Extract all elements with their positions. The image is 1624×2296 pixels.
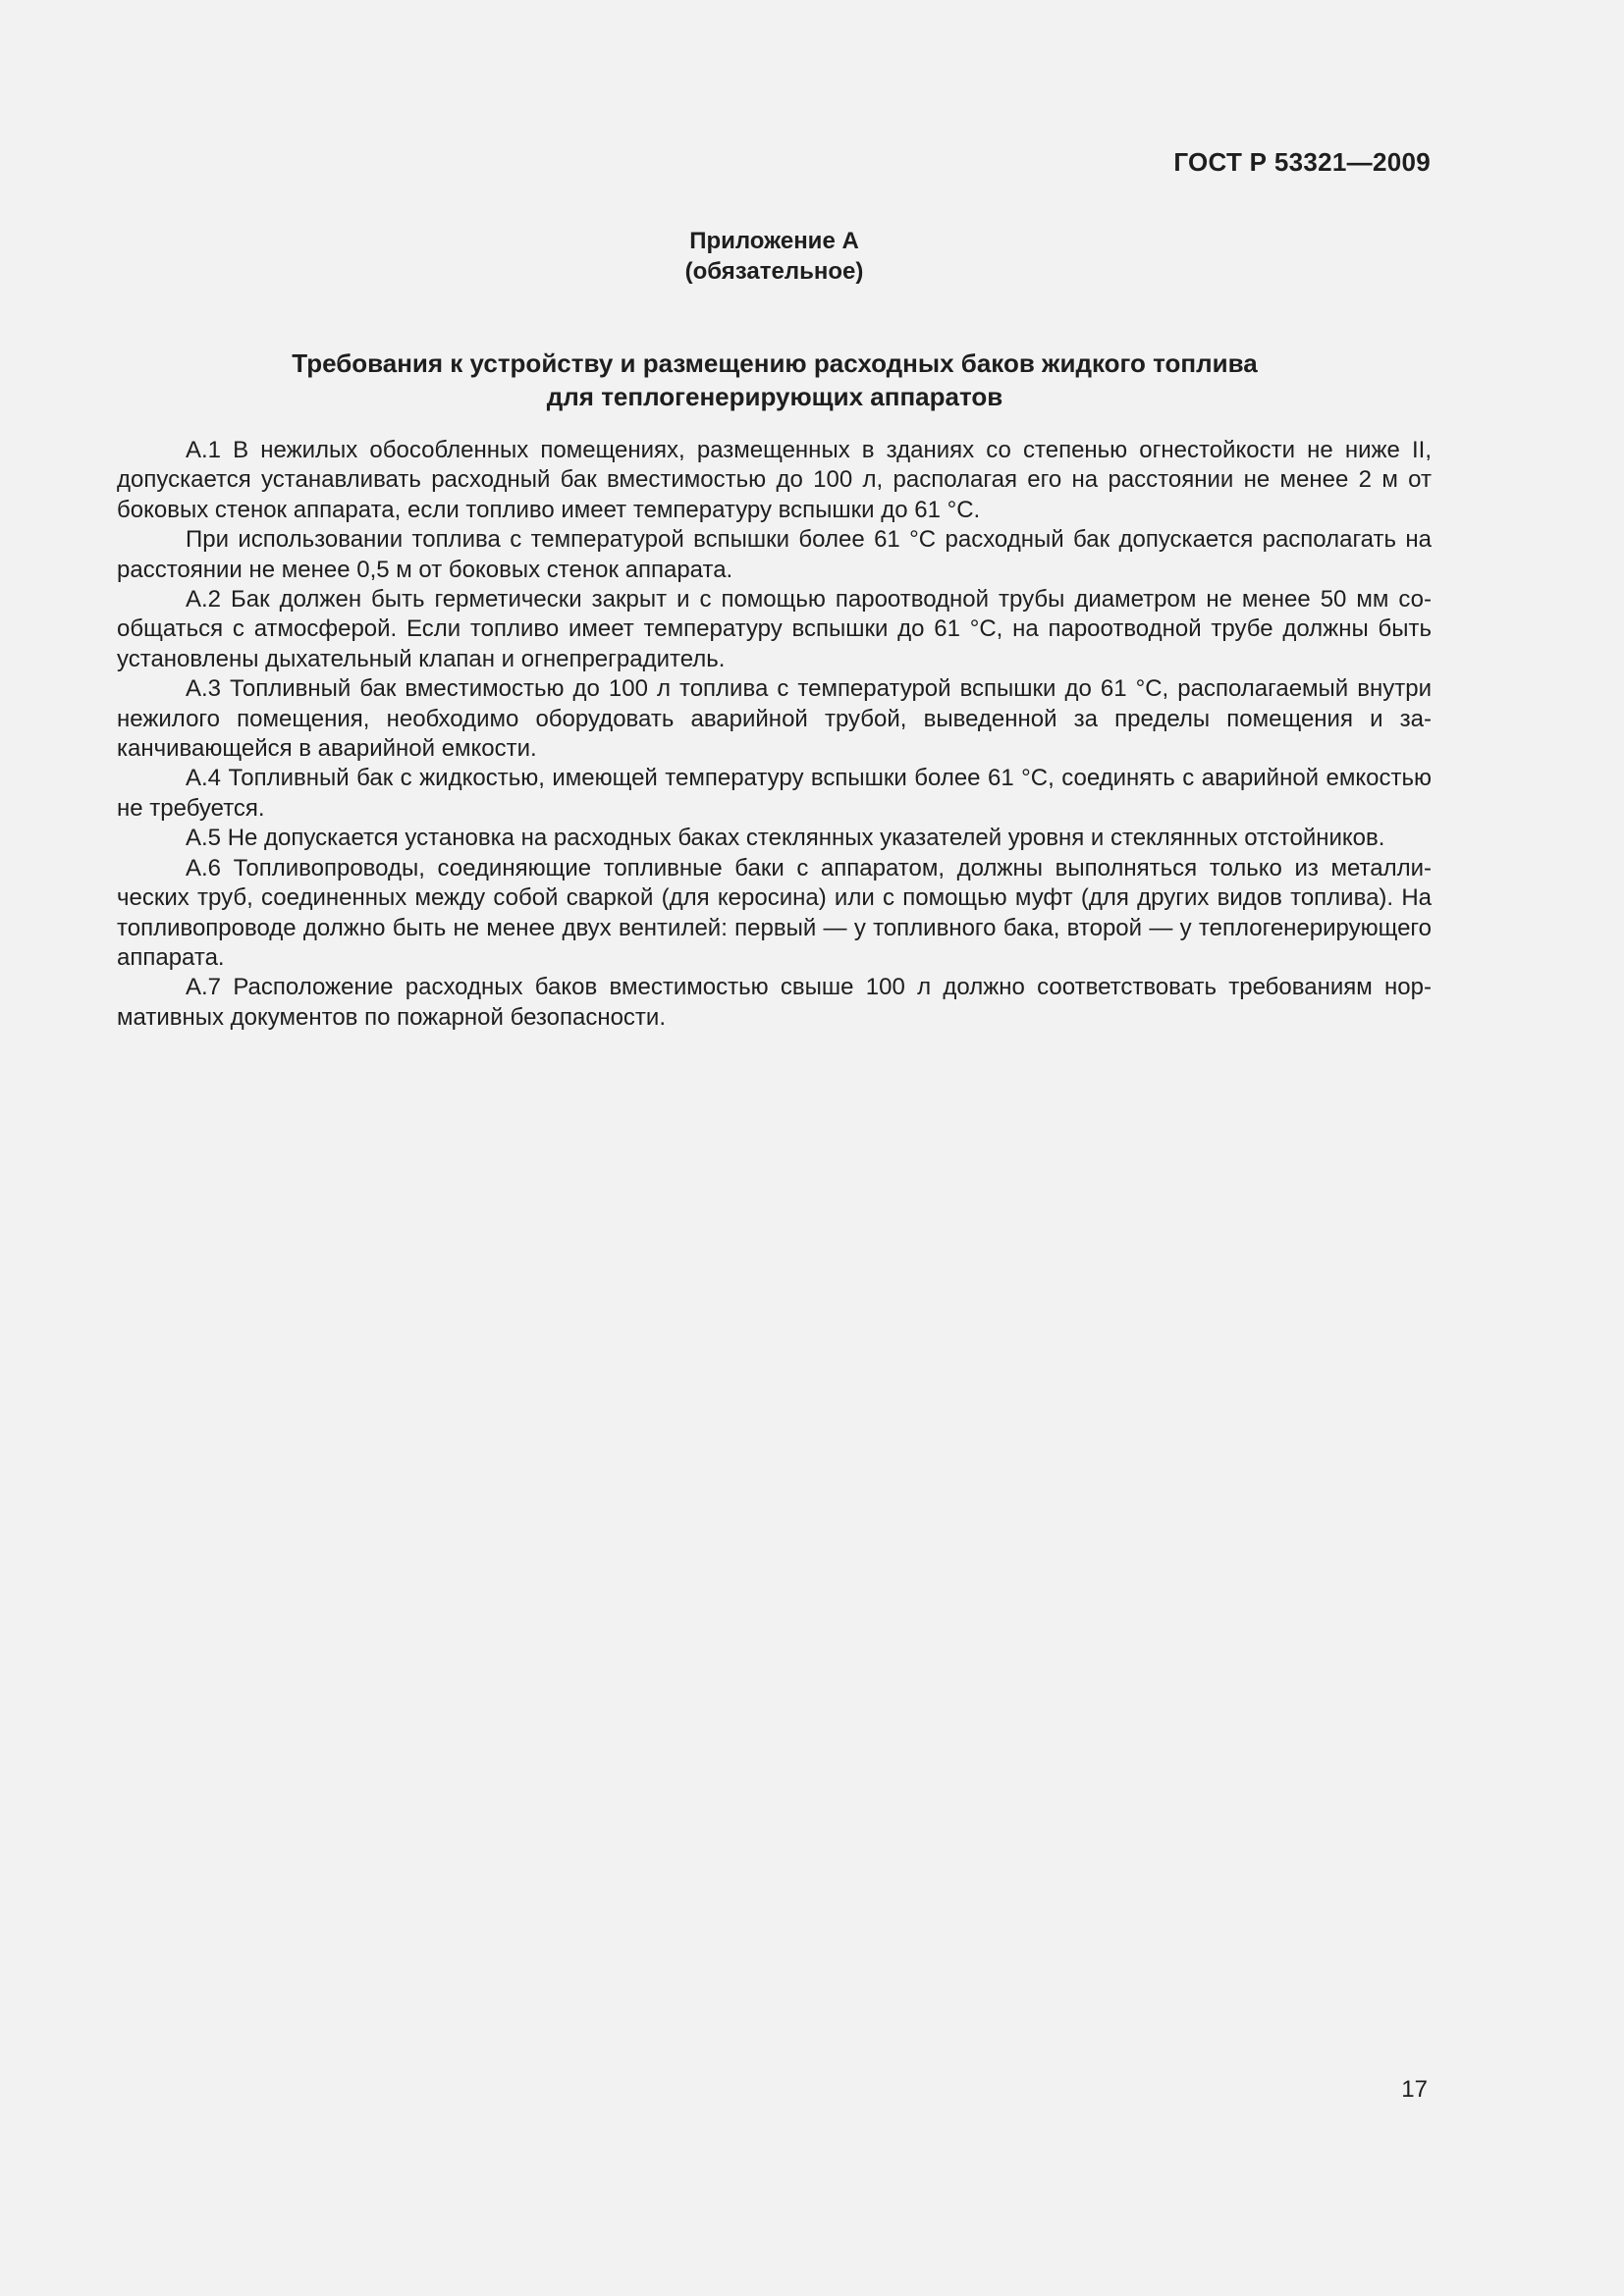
section-title [117,347,1433,413]
page-number: 17 [1401,2076,1428,2103]
standard-code: ГОСТ Р 53321—2009 [1173,147,1431,177]
paragraph-a1: А.1 В нежилых обособленных помещениях, размещенных в зданиях со степенью огнестойкости не ниже II, допускается устанавливать расходный бак вместимостью до 100 л, располагая его на расстоянии не менее 2 м от боковых стенок аппарата, если топливо имеет температуру вспышки до 61 °С. [117,437,1432,523]
section-title-line-2: для теплогенерирующих аппаратов [546,382,1003,411]
paragraph-a5: А.5 Не допускается установка на расходных баках стеклянных указателей уровня и стеклянных отстойников. [186,825,1385,852]
appendix-status: (обязательное) [684,258,864,285]
paragraph-a1-continued: При использовании топлива с температурой вспышки более 61 °С расходный бак допускается располагать на расстоянии не менее 0,5 м от боковых стенок аппарата. [117,526,1432,583]
appendix-label: Приложение А [689,228,859,254]
section-title-line-1: Требования к устройству и размещению расходных баков жидкого топлива [292,348,1258,378]
paragraph-a3: А.3 Топливный бак вместимостью до 100 л топлива с температурой вспышки до 61 °С, располагаемый внутри нежилого помещения, необходимо оборудовать аварийной трубой, выведенной за пределы помещения и заканчивающейся в аварийной емкости. [117,675,1432,763]
paragraph-a6: А.6 Топливопроводы, соединяющие топливные баки с аппаратом, должны выполняться только из металлических труб, соединенных между собой сваркой (для керосина) или с помощью муфт (для других видов топлива). На топливопроводе должно быть не менее двух вентилей: первый — у топливного бака, второй — у теплогенерирующего аппарата. [117,854,1432,971]
document-body [117,436,1432,1033]
paragraph-a2: А.2 Бак должен быть герметически закрыт и с помощью пароотводной трубы диаметром не менее 50 мм сообщаться с атмосферой. Если топливо имеет температуру вспышки до 61 °С, на пароотводной трубе должны быть установлены дыхательный клапан и огнепреградитель. [117,586,1432,672]
paragraph-a7: А.7 Расположение расходных баков вместимостью свыше 100 л должно соответствовать требованиям нормативных документов по пожарной безопасности. [117,974,1432,1031]
appendix-heading [0,226,1548,287]
paragraph-a4: А.4 Топливный бак с жидкостью, имеющей температуру вспышки более 61 °С, соединять с аварийной емкостью не требуется. [117,765,1432,822]
